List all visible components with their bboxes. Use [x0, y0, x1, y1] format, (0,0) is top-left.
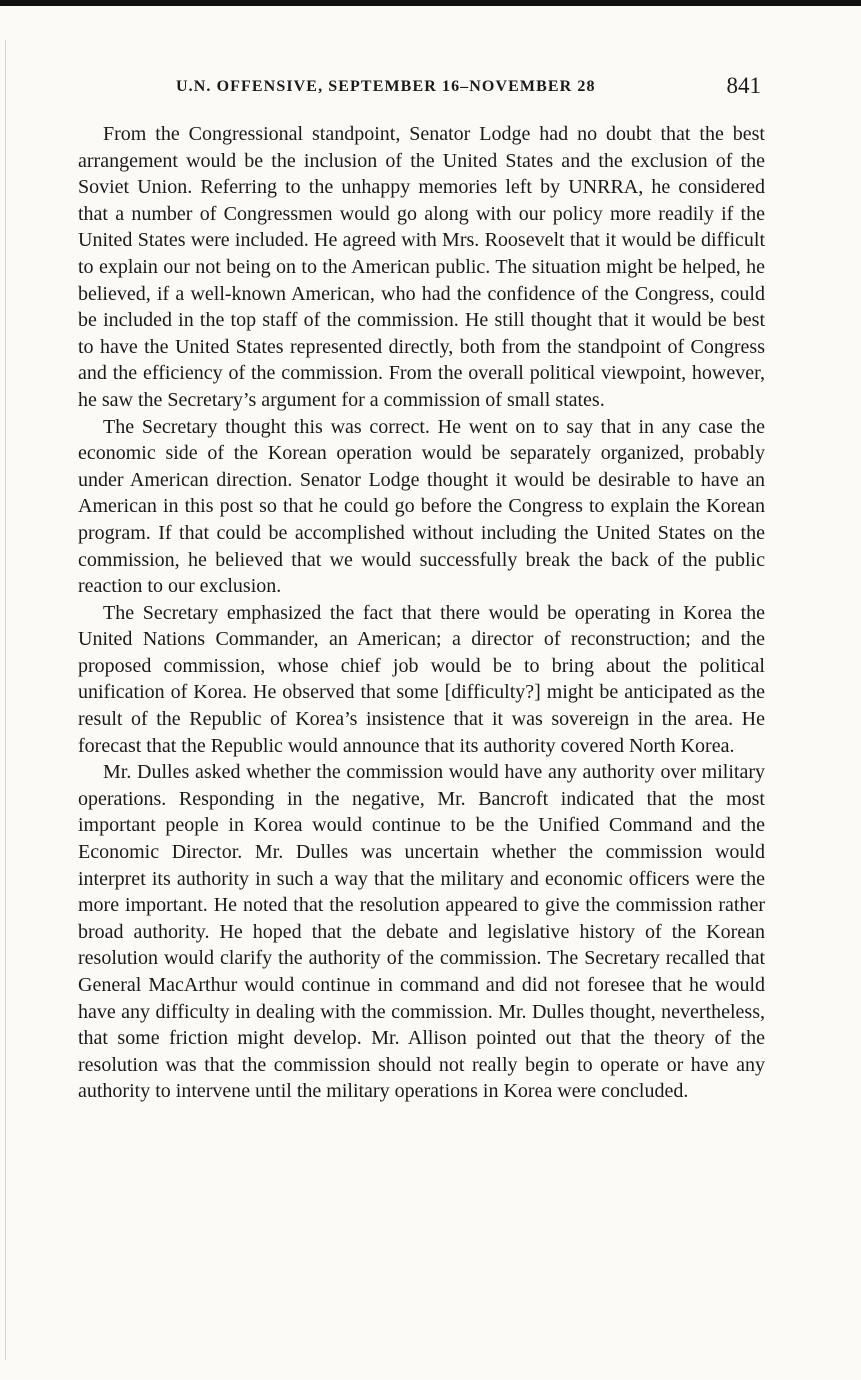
- page-number: 841: [726, 73, 761, 98]
- paragraph-dulles-authority: Mr. Dulles asked whether the commission would have any authority over military operations. Responding in the negative, Mr. Bancroft indicated that the most important people in Korea would continue to be the Unified Command and the Economic Director. Mr. Dulles was uncertain whether the commission would interpret its authority in such a way that the military and economic officers were the more important. He noted that the resolution appeared to give the commission rather broad authority. He hoped that the debate and legislative history of the Korean resolution would clarify the authority of the commission. The Secretary recalled that General MacArthur would continue in command and did not foresee that he would have any difficulty in dealing with the commission. Mr. Dulles thought, nevertheless, that some friction might develop. Mr. Allison pointed out that the theory of the resolution was that the commission should not really begin to operate or have any authority to intervene until the military operations in Korea were concluded.: [78, 761, 765, 1103]
- top-rule: [0, 0, 861, 6]
- paragraph-lodge-congressional: From the Congressional standpoint, Senator Lodge had no doubt that the best arrangement would be the inclusion of the United States and the exclusion of the Soviet Union. Referring to the unhappy memories left by UNRRA, he considered that a number of Congressmen would go along with our policy more readily if the United States were included. He agreed with Mrs. Roosevelt that it would be difficult to explain our not being on to the American public. The situation might be helped, he believed, if a well-known American, who had the confidence of the Congress, could be included in the top staff of the commission. He still thought that it would be best to have the United States represented directly, both from the standpoint of Congress and the efficiency of the commission. From the overall political viewpoint, however, he saw the Secretary’s argument for a commission of small states.: [78, 123, 765, 411]
- paragraph-secretary-commission: The Secretary emphasized the fact that there would be operating in Korea the United Nations Commander, an American; a director of reconstruction; and the proposed commission, whose chief job would be to bring about the political unification of Korea. He observed that some [difficulty?] might be anticipated as the result of the Republic of Korea’s insistence that it was sovereign in the area. He forecast that the Republic would announce that its authority covered North Korea.: [78, 601, 765, 757]
- running-head-title: U.N. OFFENSIVE, SEPTEMBER 16–NOVEMBER 28: [176, 78, 596, 95]
- page-edge: [5, 40, 6, 1360]
- body-text: [78, 121, 765, 1105]
- paragraph-secretary-economic: The Secretary thought this was correct. He went on to say that in any case the economic side of the Korean operation would be separately organized, probably under American direction. Senator Lodge thought it would be desirable to have an American in this post so that he could go before the Congress to explain the Korean program. If that could be accomplished without including the United States on the commission, he believed that we would successfully break the back of the public reaction to our exclusion.: [78, 415, 765, 598]
- running-head: [78, 74, 765, 104]
